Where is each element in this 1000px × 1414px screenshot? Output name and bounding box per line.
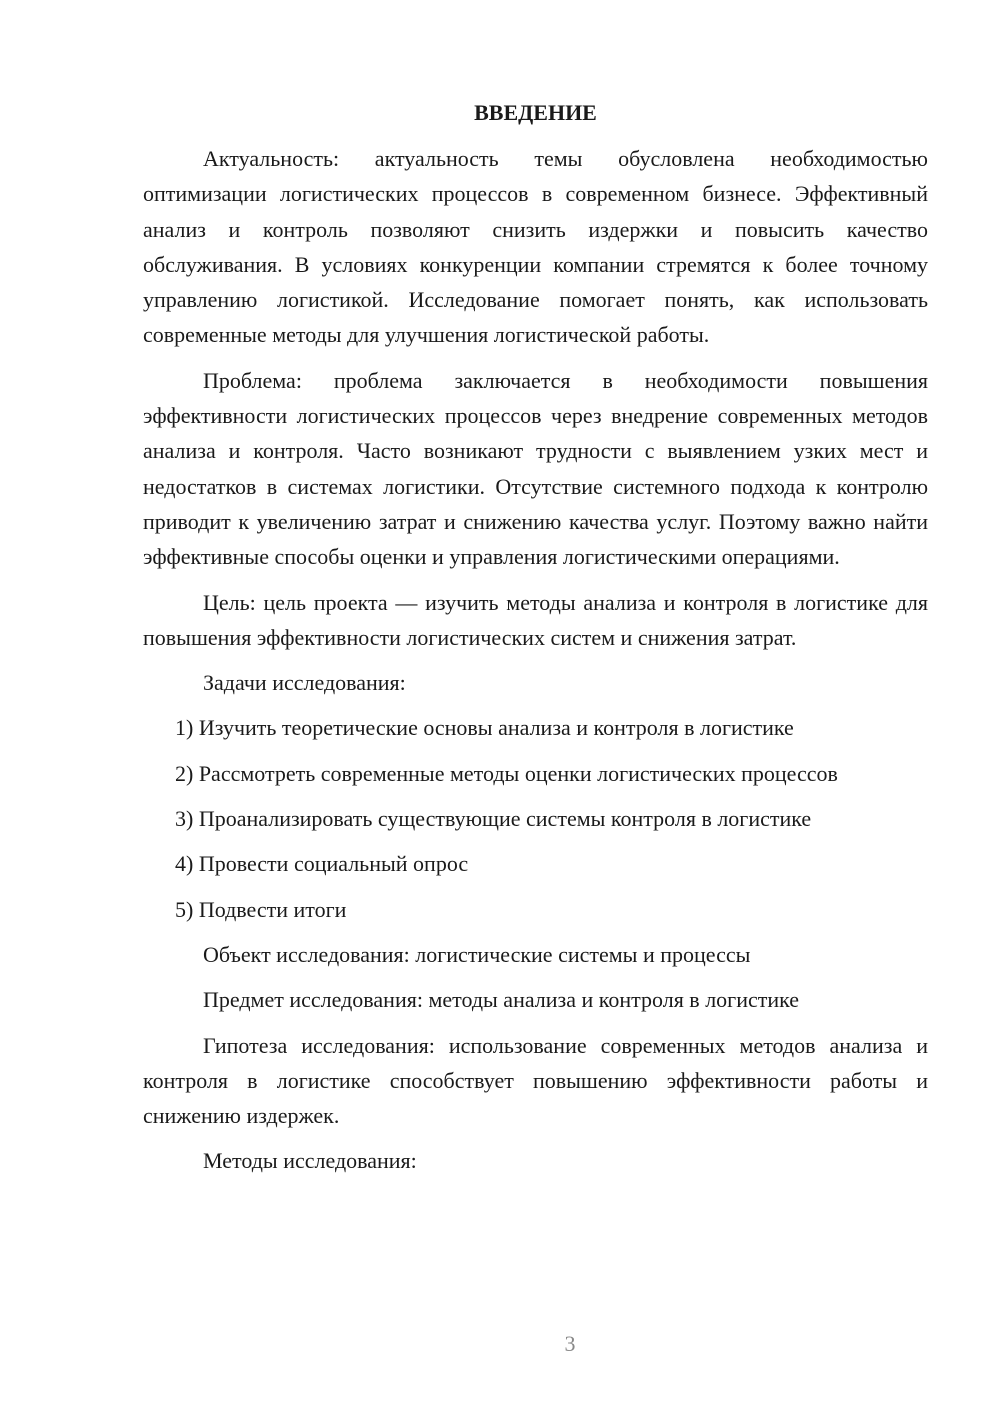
- page-number: 3: [564, 1331, 576, 1356]
- list-item: 4) Провести социальный опрос: [175, 851, 469, 877]
- object-paragraph: Объект исследования: логистические системы и процессы: [203, 941, 751, 967]
- problem-paragraph: Проблема: проблема заключается в необходимости повышения эффективности логистических процессов через внедрение современных методов анализа и контроля. Часто возникают трудности с выявлением узких мест и недостатков в системах логистики. Отсутствие системного подхода к контролю приводит к увеличению затрат и снижению качества услуг. Поэтому важно найти эффективные способы оценки и управления логистическими операциями.: [143, 367, 928, 570]
- tasks-list: [143, 710, 928, 926]
- list-item: 5) Подвести итоги: [175, 896, 347, 922]
- document-page: [143, 95, 928, 1189]
- hypothesis-paragraph: Гипотеза исследования: использование современных методов анализа и контроля в логистике способствует повышению эффективности работы и снижению издержек.: [143, 1032, 928, 1129]
- list-item: 3) Проанализировать существующие системы контроля в логистике: [175, 806, 812, 832]
- list-item: 1) Изучить теоретические основы анализа и контроля в логистике: [175, 715, 794, 741]
- section-heading: ВВЕДЕНИЕ: [474, 100, 597, 125]
- tasks-title: Задачи исследования:: [203, 670, 406, 696]
- goal-paragraph: Цель: цель проекта — изучить методы анализа и контроля в логистике для повышения эффективности логистических систем и снижения затрат.: [143, 589, 928, 650]
- methods-paragraph: Методы исследования:: [203, 1148, 417, 1174]
- relevance-paragraph: Актуальность: актуальность темы обусловлена необходимостью оптимизации логистических процессов в современном бизнесе. Эффективный анализ и контроль позволяют снизить издержки и повысить качество обслуживания. В условиях конкуренции компании стремятся к более точному управлению логистикой. Исследование помогает понять, как использовать современные методы для улучшения логистической работы.: [143, 146, 928, 348]
- list-item: 2) Рассмотреть современные методы оценки логистических процессов: [175, 760, 838, 786]
- subject-paragraph: Предмет исследования: методы анализа и контроля в логистике: [203, 987, 800, 1013]
